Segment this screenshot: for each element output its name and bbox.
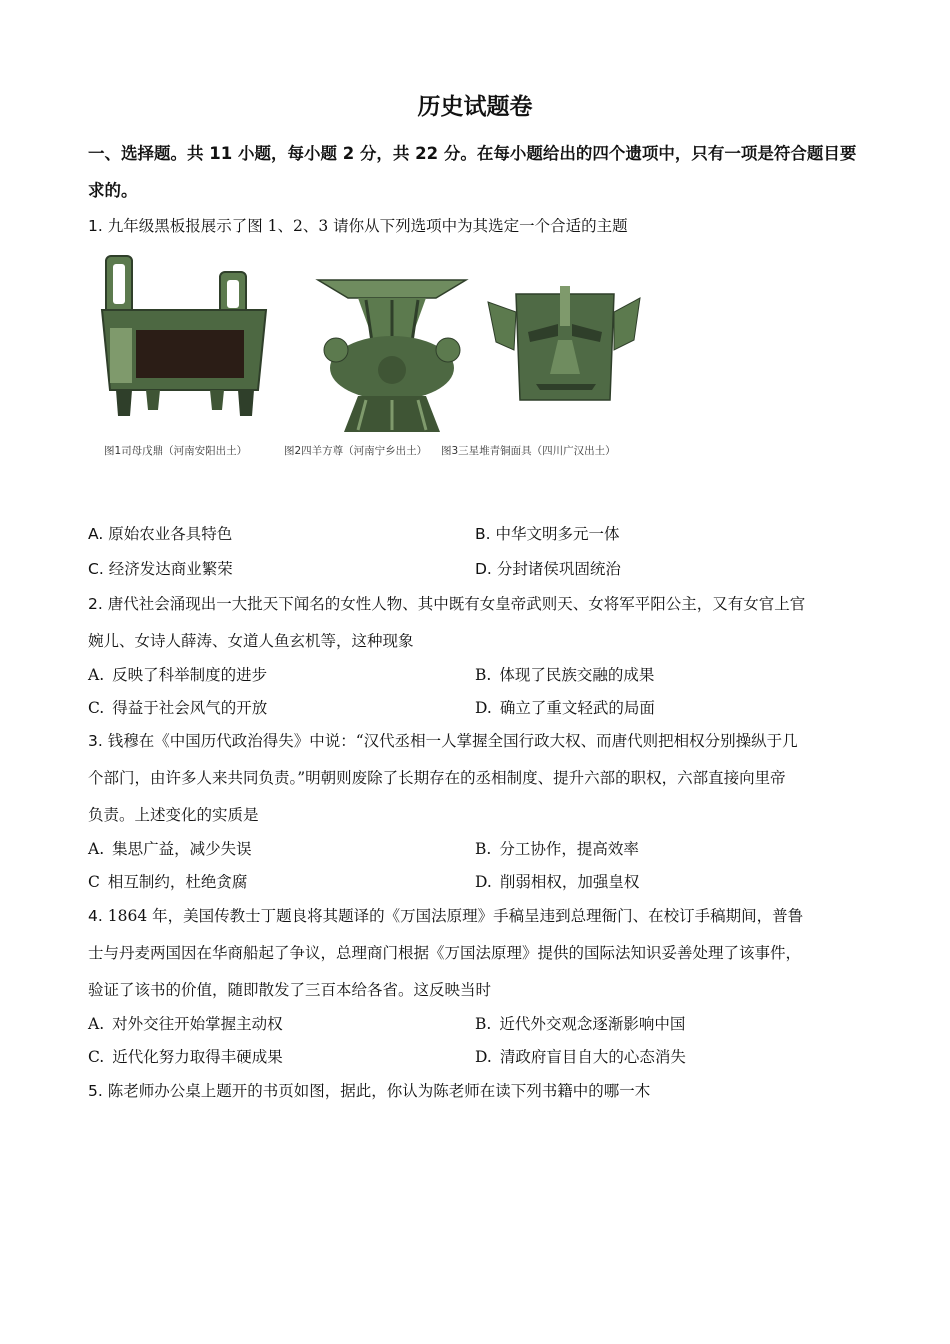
question-number: 1.: [88, 217, 103, 235]
question-5: [88, 1079, 878, 1101]
question-3-line-3: 负责。上述变化的实质是: [88, 806, 259, 824]
question-4-line-2: 士与丹麦两国因在华商船起了争议，总理商门根据《万国法原理》提供的国际法知识妥善处理了该事件，: [88, 944, 802, 962]
four-goat-zun-illustration: [318, 280, 466, 432]
question-2-line-2: 婉儿、女诗人薛涛、女道人鱼玄机等，这种现象: [88, 632, 414, 650]
option-3b[interactable]: B. 分工协作，提高效率: [475, 840, 639, 858]
question-text: 九年级黑板报展示了图 1、2、3 请你从下列选项中为其选定一个合适的主题: [107, 217, 628, 235]
section-heading: 一、选择题。共 11 小题，每小题 2 分，共 22 分。在每小题给出的四个遗项中，只有一项是符合题目要求的。: [88, 144, 857, 200]
option-1d[interactable]: D. 分封诸侯巩固统治: [475, 560, 621, 578]
question-3: [88, 729, 878, 751]
question-text: 1864 年，美国传教士丁题良将其题译的《万国法原理》手稿呈违到总理衙门、在校订手稿期间，普鲁: [107, 907, 804, 925]
bronze-artifacts-image: [96, 250, 646, 440]
option-2b[interactable]: B. 体现了民族交融的成果: [475, 666, 655, 684]
figure-3-caption: 图3三星堆青铜面具（四川广汉出土）: [441, 445, 616, 457]
question-number: 3.: [88, 732, 103, 750]
page-title: 历史试题卷: [417, 93, 533, 120]
question-number: 4.: [88, 907, 103, 925]
question-2: [88, 592, 878, 614]
option-4c[interactable]: C. 近代化努力取得丰硬成果: [88, 1048, 283, 1066]
option-2d[interactable]: D. 确立了重文轻武的局面: [475, 699, 655, 717]
option-3d[interactable]: D. 削弱相权，加强皇权: [475, 873, 640, 891]
question-text: 唐代社会涌现出一大批天下闻名的女性人物、其中既有女皇帝武则天、女将军平阳公主，又有女官上官: [107, 595, 806, 613]
figure-1-caption: 图1司母戊鼎（河南安阳出土）: [104, 445, 248, 457]
option-4d[interactable]: D. 清政府盲目自大的心态消失: [475, 1048, 686, 1066]
question-1: [88, 214, 878, 236]
question-4: [88, 904, 878, 926]
option-1c[interactable]: C. 经济发达商业繁荣: [88, 560, 233, 578]
question-number: 5.: [88, 1082, 103, 1100]
figure-2-caption: 图2四羊方尊（河南宁乡出土）: [284, 445, 428, 457]
bronze-artifacts-figure: [96, 250, 646, 465]
option-1b[interactable]: B. 中华文明多元一体: [475, 525, 620, 543]
option-1a[interactable]: A. 原始农业各具特色: [88, 525, 233, 543]
option-2a[interactable]: A. 反映了科举制度的进步: [88, 666, 268, 684]
option-3a[interactable]: A. 集思广益，减少失误: [88, 840, 252, 858]
question-number: 2.: [88, 595, 103, 613]
question-4-line-3: 验证了该书的价值，随即散发了三百本给各省。这反映当时: [88, 981, 492, 999]
option-3c[interactable]: C 相互制约，杜绝贪腐: [88, 873, 248, 891]
question-text: 钱穆在《中国历代政治得失》中说：“汉代丞相一人掌握全国行政大权、而唐代则把相权分别操纵于几: [107, 732, 798, 750]
question-3-line-2: 个部门，由许多人来共同负责。”明朝则废除了长期存在的丞相制度、提升六部的职权，六部直接向里帝: [88, 769, 786, 787]
option-4b[interactable]: B. 近代外交观念逐渐影响中国: [475, 1015, 686, 1033]
option-2c[interactable]: C. 得益于社会风气的开放: [88, 699, 268, 717]
option-4a[interactable]: A. 对外交往开始掌握主动权: [88, 1015, 283, 1033]
simuwu-ding-illustration: [102, 256, 266, 416]
question-text: 陈老师办公桌上题开的书页如图，据此，你认为陈老师在读下列书籍中的哪一木: [107, 1082, 651, 1100]
sanxingdui-mask-illustration: [488, 286, 640, 400]
